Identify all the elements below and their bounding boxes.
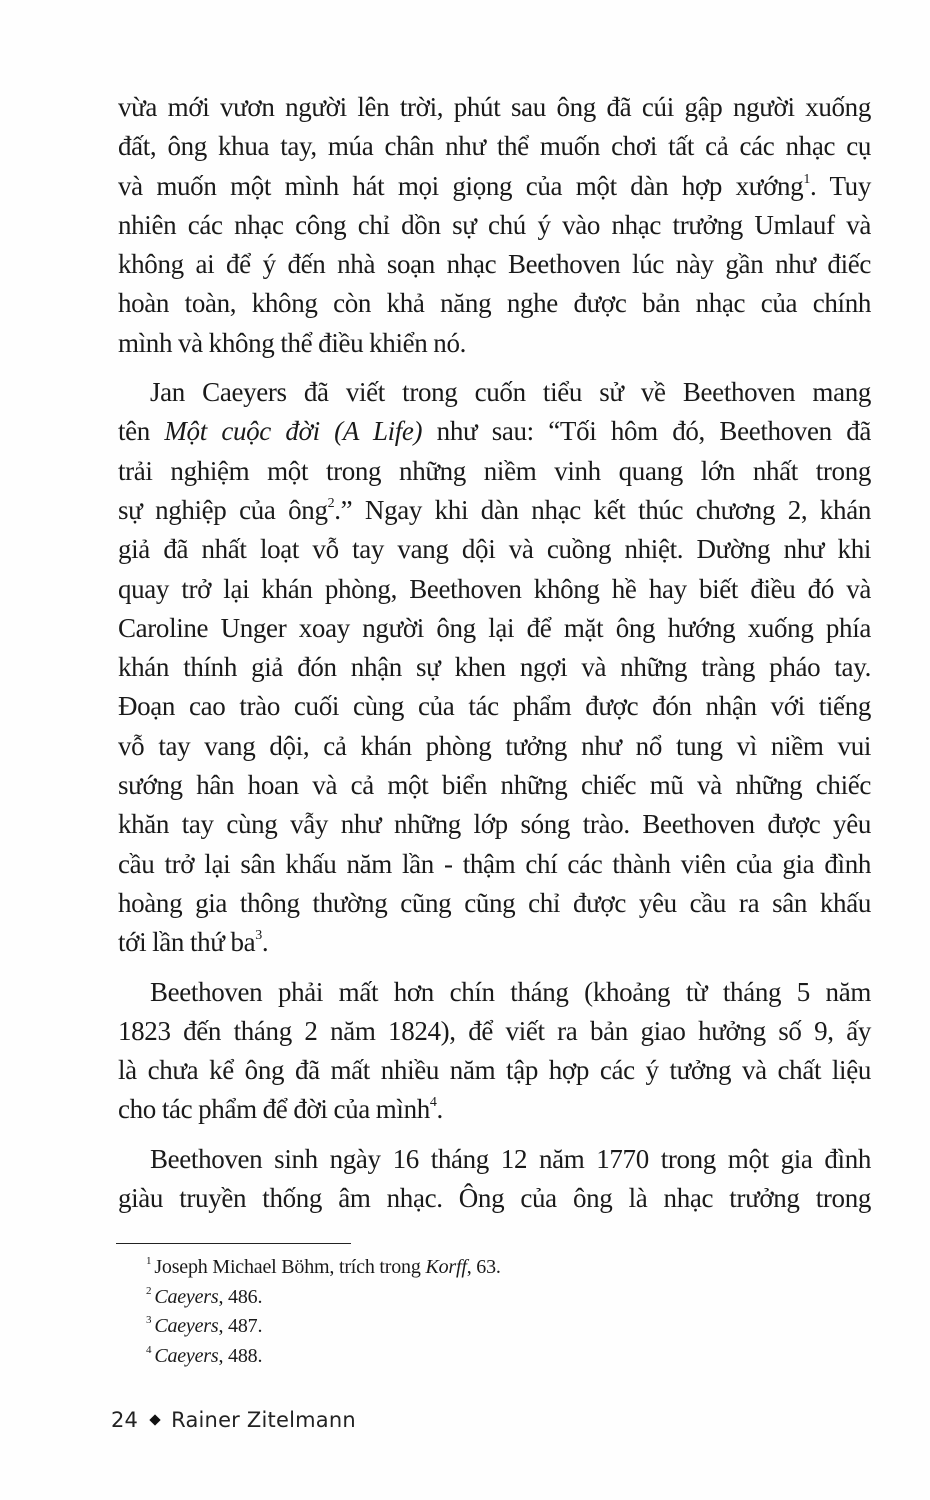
page-number: 24 [111,1408,139,1432]
text-line: giàu truyền thống âm nhạc. Ông của ông là nhạc trưởng trong [118,1183,871,1214]
text-line: vỗ tay vang dội, cả khán phòng tưởng như nổ tung vì niềm vui [118,730,871,761]
text-line: 1823 đến tháng 2 năm 1824), để viết ra bản giao hưởng số 9, ấy [118,1015,871,1046]
text-line: Đoạn cao trào cuối cùng của tác phẩm được đón nhận với tiếng [118,691,871,722]
text-line: sướng hân hoan và cả một biển những chiếc mũ và những chiếc [118,770,871,801]
footnote-number: 4 [146,1343,152,1356]
text-line: cầu trở lại sân khấu năm lần - thậm chí các thành viên của gia đình [118,848,871,879]
text-line: giả đã nhất loạt vỗ tay vang dội và cuồng nhiệt. Dường như khi [118,534,871,565]
text-line: Beethoven phải mất hơn chín tháng (khoảng từ tháng 5 năm [150,976,871,1007]
text-line: nhiên các nhạc công chỉ dồn sự chú ý vào nhạc trưởng Umlauf và [118,209,871,240]
text-line: quay trở lại khán phòng, Beethoven không hề hay biết điều đó và [118,573,871,604]
text-line: mình và không thể điều khiển nó. [118,327,466,358]
diamond-icon [149,1414,160,1425]
text-line: Jan Caeyers đã viết trong cuốn tiểu sử về Beethoven mang [150,377,871,408]
footnotes [146,1253,501,1371]
text-line: Beethoven sinh ngày 16 tháng 12 năm 1770 trong một gia đình [150,1143,871,1174]
text-line: sự nghiệp của ông$^2$.” Ngay khi dàn nhạc kết thúc chương 2, khán [118,494,871,525]
footnote: $^3$ Caeyers, 487. [146,1314,263,1337]
text-line: là chưa kể ông đã mất nhiều năm tập hợp các ý tưởng và chất liệu [118,1055,871,1086]
footnote: $^4$ Caeyers, 488. [146,1343,263,1367]
page-footer [111,1408,356,1432]
text-line: hoàng gia thông thường cũng cũng chỉ được yêu cầu ra sân khấu [118,887,871,918]
text-line: khăn tay cùng vẫy như những lớp sóng trào. Beethoven được yêu [118,809,871,840]
text-line: khán thính giả đón nhận sự khen ngợi và những tràng pháo tay. [118,652,871,683]
text-line: hoàn toàn, không còn khả năng nghe được bản nhạc của chính [118,288,871,319]
paragraph [118,88,871,363]
italic-title: Caeyers [154,1285,219,1308]
body-text [118,88,871,1218]
running-author: Rainer Zitelmann [171,1408,356,1432]
footnote-number: 2 [146,1284,152,1297]
footnote-number: 3 [146,1314,152,1326]
paragraph [118,1140,871,1219]
italic-title: Korff [425,1256,467,1278]
paragraph [118,373,871,962]
text-line: trải nghiệm một trong những niềm vinh quang lớn nhất trong [118,455,871,486]
text-line: tới lần thứ ba$^3$. [118,927,269,958]
footnote-marker[interactable]: 2 [327,495,335,511]
footnote: $^1$ Joseph Michael Böhm, trích trong Korff, 63. [146,1255,501,1278]
text-line: đất, ông khua tay, múa chân như thể muốn chơi tất cả các nhạc cụ [118,131,871,162]
text-line: cho tác phẩm để đời của mình$^4$. [118,1094,443,1125]
footnote: $^2$ Caeyers, 486. [146,1284,263,1308]
paragraph [118,973,871,1130]
italic-title: Caeyers [154,1344,219,1367]
italic-title: Caeyers [154,1315,219,1337]
text-line: Caroline Unger xoay người ông lại để mặt ông hướng xuống phía [118,612,871,643]
footnote-divider [116,1243,351,1244]
text-line: và muốn một mình hát mọi giọng của một dàn hợp xướng$^1$. Tuy [118,170,871,201]
text-line: vừa mới vươn người lên trời, phút sau ông đã cúi gập người xuống [118,92,871,122]
footnote-marker[interactable]: 1 [803,171,810,187]
footnote-marker[interactable]: 3 [255,928,262,944]
italic-title: Một cuộc đời (A Life) [164,416,423,447]
footnote-number: 1 [146,1255,152,1267]
text-line: tên Một cuộc đời (A Life) như sau: “Tối hôm đó, Beethoven đã [118,416,871,447]
text-line: không ai để ý đến nhà soạn nhạc Beethoven lúc này gần như điếc [118,249,871,280]
footnote-marker[interactable]: 4 [429,1095,437,1111]
